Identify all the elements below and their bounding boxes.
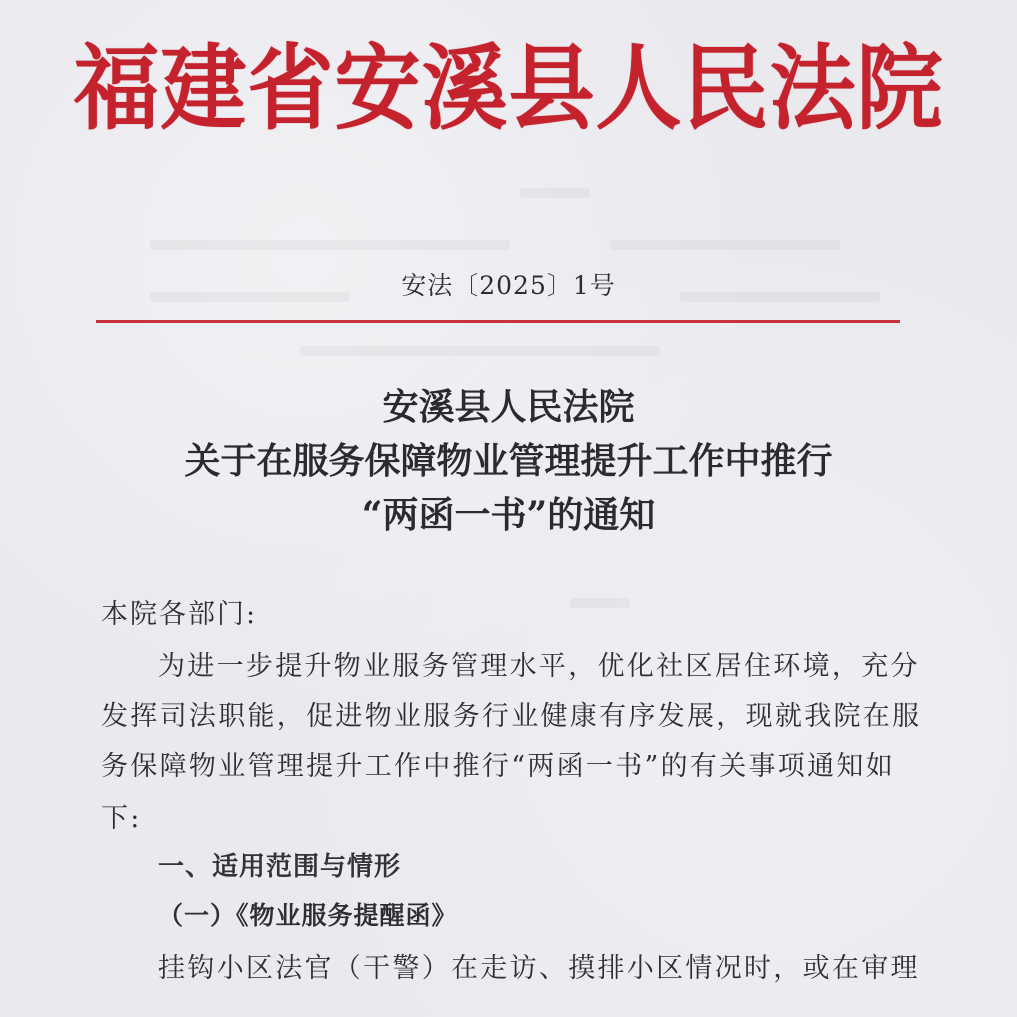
paragraph-line: 务保障物业管理提升工作中推行“两函一书”的有关事项通知如 [101, 751, 896, 782]
section-heading: 一、适用范围与情形 [158, 852, 402, 882]
show-through-mark [520, 188, 590, 198]
notice-title [0, 380, 1017, 542]
paragraph-line: 发挥司法职能，促进物业服务行业健康有序发展，现就我院在服 [101, 701, 922, 732]
subsection-heading: （一）《物业服务提醒函》 [158, 901, 458, 930]
show-through-mark [300, 346, 660, 356]
paragraph-line: 为进一步提升物业服务管理水平，优化社区居住环境，充分 [158, 651, 920, 682]
title-line-3: “两函一书”的通知 [361, 494, 656, 536]
paragraph-line: 下: [101, 803, 142, 834]
salutation: 本院各部门: [101, 599, 258, 630]
title-line-2: 关于在服务保障物业管理提升工作中推行 [184, 440, 833, 482]
red-separator-line [96, 320, 900, 323]
court-masthead: 福建省安溪县人民法院 [73, 33, 944, 143]
show-through-mark [610, 240, 840, 250]
show-through-mark [150, 240, 510, 250]
paragraph-line: 挂钩小区法官（干警）在走访、摸排小区情况时，或在审理 [158, 953, 920, 984]
title-line-1: 安溪县人民法院 [382, 386, 635, 428]
document-number: 安法〔2025〕1号 [401, 271, 616, 300]
